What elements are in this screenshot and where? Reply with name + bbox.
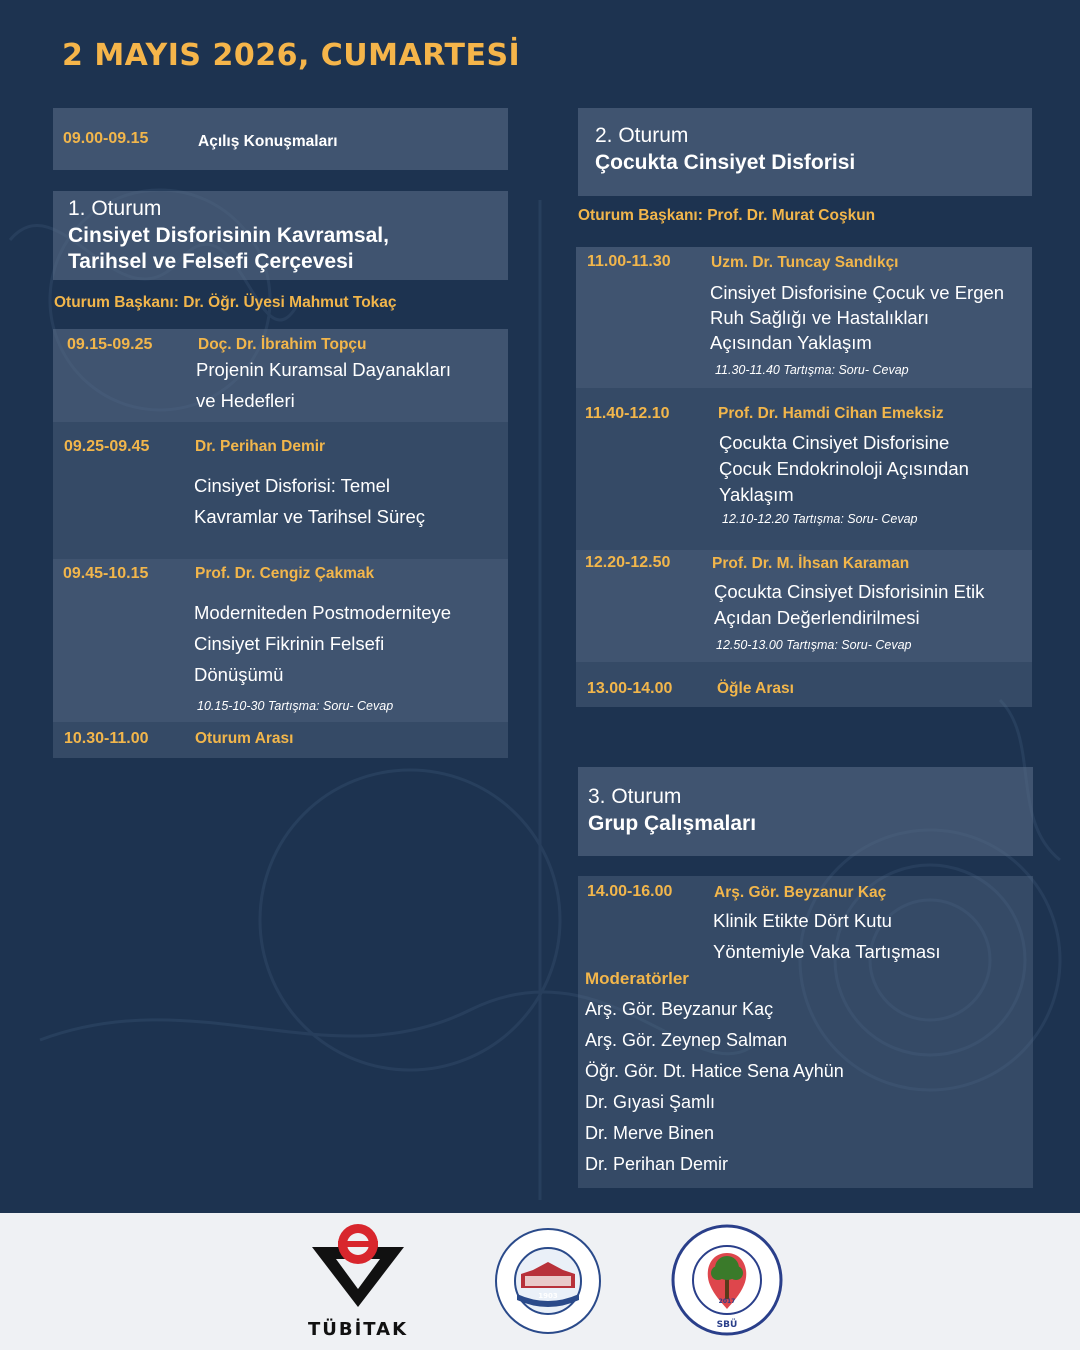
session1-talk1-speaker: Doç. Dr. İbrahim Topçu bbox=[198, 336, 367, 353]
session3-label: 3. Oturum bbox=[588, 785, 682, 808]
session2-talk2-title-line1: Çocukta Cinsiyet Disforisine bbox=[719, 432, 950, 453]
session1-talk1-time: 09.15-09.25 bbox=[67, 336, 153, 353]
moderator-item: Dr. Gıyasi Şamlı bbox=[585, 1092, 716, 1112]
club-year: 2017 bbox=[718, 1298, 736, 1305]
session2-talk1-time: 11.00-11.30 bbox=[587, 253, 671, 270]
opening-label: Açılış Konuşmaları bbox=[198, 133, 338, 150]
session1-talk3-title-line1: Moderniteden Postmoderniteye bbox=[194, 602, 452, 623]
session1-talk2-speaker: Dr. Perihan Demir bbox=[195, 438, 326, 455]
session2-talk2-time: 11.40-12.10 bbox=[585, 405, 670, 422]
session3-title: Grup Çalışmaları bbox=[588, 812, 757, 835]
session1-break-label: Oturum Arası bbox=[195, 730, 294, 747]
club-short: SBÜ bbox=[716, 1320, 738, 1330]
session2-label: 2. Oturum bbox=[595, 124, 689, 147]
sbu-year: 1903 bbox=[538, 1292, 558, 1300]
session1-talk2-title-line2: Kavramlar ve Tarihsel Süreç bbox=[194, 506, 425, 527]
session2-talk3-time: 12.20-12.50 bbox=[585, 554, 671, 571]
moderator-item: Dr. Merve Binen bbox=[585, 1123, 715, 1143]
session2-talk3-title-line2: Açıdan Değerlendirilmesi bbox=[714, 607, 920, 628]
session2-talk2-speaker: Prof. Dr. Hamdi Cihan Emeksiz bbox=[718, 405, 944, 422]
moderators-list bbox=[585, 994, 844, 1180]
tubitak-wordmark: TÜBİTAK bbox=[307, 1319, 409, 1340]
session2-talk1-discussion: 11.30-11.40 Tartışma: Soru- Cevap bbox=[715, 363, 909, 377]
session2-lunch-label: Öğle Arası bbox=[717, 680, 794, 697]
session1-label: 1. Oturum bbox=[68, 197, 162, 220]
session2-chair: Oturum Başkanı: Prof. Dr. Murat Coşkun bbox=[578, 207, 876, 224]
session1-chair: Oturum Başkanı: Dr. Öğr. Üyesi Mahmut Tokaç bbox=[54, 294, 397, 311]
session2-talk3-title-line1: Çocukta Cinsiyet Disforisinin Etik bbox=[714, 581, 985, 602]
session2-title: Çocukta Cinsiyet Disforisi bbox=[595, 151, 856, 174]
session1-title-line1: Cinsiyet Disforisinin Kavramsal, bbox=[68, 224, 389, 247]
session2-talk3-discussion: 12.50-13.00 Tartışma: Soru- Cevap bbox=[716, 638, 912, 652]
session1-talk1-title-line1: Projenin Kuramsal Dayanakları bbox=[196, 359, 452, 380]
sbu-university-logo bbox=[493, 1226, 603, 1336]
session1-break-time: 10.30-11.00 bbox=[64, 730, 149, 747]
moderators-heading: Moderatörler bbox=[585, 969, 689, 988]
session2-talk1-speaker: Uzm. Dr. Tuncay Sandıkçı bbox=[711, 254, 899, 271]
session2-talk1-title-line3: Açısından Yaklaşım bbox=[710, 332, 872, 353]
moderator-item: Dr. Perihan Demir bbox=[585, 1154, 729, 1174]
session1-talk2-title-line1: Cinsiyet Disforisi: Temel bbox=[194, 475, 391, 496]
session2-talk2-title-line2: Çocuk Endokrinoloji Açısından bbox=[719, 458, 969, 479]
session2-talk2-title-line3: Yaklaşım bbox=[719, 484, 794, 505]
session3-talk-time: 14.00-16.00 bbox=[587, 883, 673, 900]
session1-talk3-speaker: Prof. Dr. Cengiz Çakmak bbox=[195, 565, 375, 582]
moderator-item: Arş. Gör. Beyzanur Kaç bbox=[585, 999, 774, 1019]
lokman-hekim-club-logo bbox=[670, 1223, 784, 1337]
session2-talk2-discussion: 12.10-12.20 Tartışma: Soru- Cevap bbox=[722, 512, 918, 526]
session1-title-line2: Tarihsel ve Felsefi Çerçevesi bbox=[68, 250, 354, 273]
session3-talk-speaker: Arş. Gör. Beyzanur Kaç bbox=[714, 884, 887, 901]
page-title: 2 MAYIS 2026, CUMARTESİ bbox=[62, 38, 521, 73]
session1-talk1-title-line2: ve Hedefleri bbox=[196, 390, 295, 411]
session1-talk3-title-line3: Dönüşümü bbox=[194, 664, 284, 685]
opening-time: 09.00-09.15 bbox=[63, 130, 149, 147]
session3-talk-title-line2: Yöntemiyle Vaka Tartışması bbox=[713, 941, 941, 962]
session1-talk3-discussion: 10.15-10-30 Tartışma: Soru- Cevap bbox=[197, 699, 394, 713]
session1-talk2-time: 09.25-09.45 bbox=[64, 438, 150, 455]
tubitak-logo bbox=[306, 1217, 410, 1345]
session2-talk3-speaker: Prof. Dr. M. İhsan Karaman bbox=[712, 555, 910, 572]
footer-logo-bar bbox=[0, 1213, 1080, 1350]
moderator-item: Arş. Gör. Zeynep Salman bbox=[585, 1030, 788, 1050]
session2-talk1-title-line2: Ruh Sağlığı ve Hastalıkları bbox=[710, 307, 930, 328]
moderator-item: Öğr. Gör. Dt. Hatice Sena Ayhün bbox=[585, 1061, 844, 1081]
session2-lunch-time: 13.00-14.00 bbox=[587, 680, 673, 697]
session1-talk3-title-line2: Cinsiyet Fikrinin Felsefi bbox=[194, 633, 385, 654]
session3-talk-title-line1: Klinik Etikte Dört Kutu bbox=[713, 910, 892, 931]
session1-talk3-time: 09.45-10.15 bbox=[63, 565, 149, 582]
session2-talk1-title-line1: Cinsiyet Disforisine Çocuk ve Ergen bbox=[710, 282, 1005, 303]
